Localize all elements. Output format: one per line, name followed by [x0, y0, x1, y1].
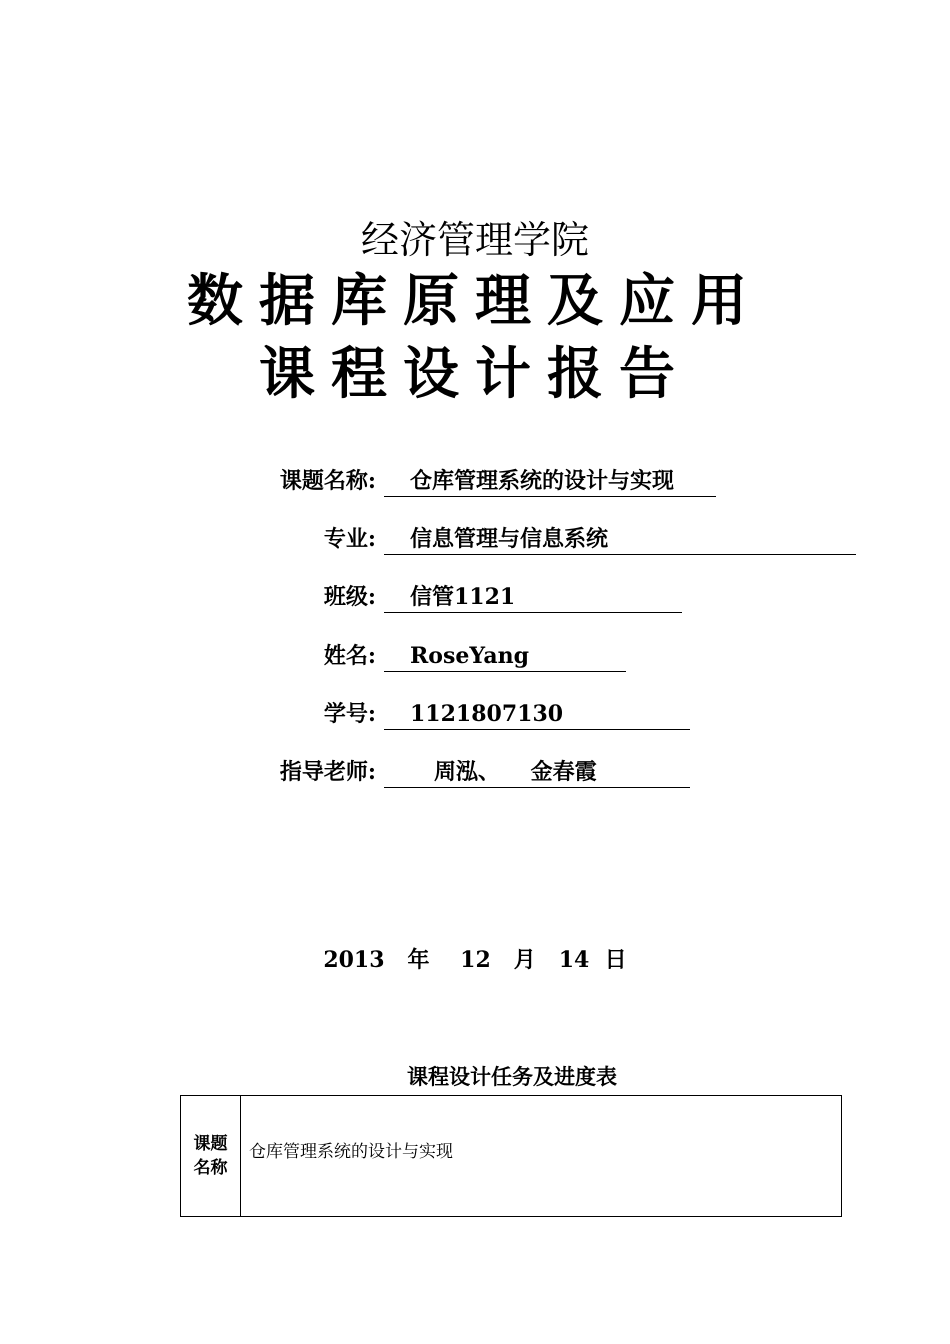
- report-date: 2013 年 12 月 14 日: [323, 947, 627, 973]
- field-label-advisor: 指导老师:: [279, 759, 376, 785]
- task-table-header-cell: [181, 1096, 241, 1216]
- task-table-header-line2: 名称: [193, 1158, 228, 1178]
- field-label-name: 姓名:: [323, 643, 376, 669]
- field-value-class: 信管1121: [384, 582, 682, 613]
- field-value-topic: 仓库管理系统的设计与实现: [384, 466, 716, 497]
- task-table: [180, 1095, 842, 1217]
- field-label-class: 班级:: [323, 584, 376, 610]
- task-table-topic-value: 仓库管理系统的设计与实现: [249, 1142, 453, 1162]
- field-value-advisor: 周泓、 金春霞: [384, 757, 690, 788]
- field-value-student-id: 1121807130: [384, 699, 690, 730]
- school-name: 经济管理学院: [360, 218, 589, 262]
- report-title-line1: 数据库原理及应用: [187, 268, 763, 334]
- report-title-line2: 课程设计报告: [259, 341, 691, 407]
- task-table-header-line1: 课题: [193, 1134, 228, 1154]
- field-label-major: 专业:: [323, 526, 376, 552]
- field-value-name: RoseYang: [384, 641, 626, 672]
- field-label-student-id: 学号:: [323, 701, 376, 727]
- field-label-topic: 课题名称:: [279, 468, 376, 494]
- task-table-title: 课程设计任务及进度表: [407, 1065, 617, 1089]
- field-value-major: 信息管理与信息系统: [384, 524, 856, 555]
